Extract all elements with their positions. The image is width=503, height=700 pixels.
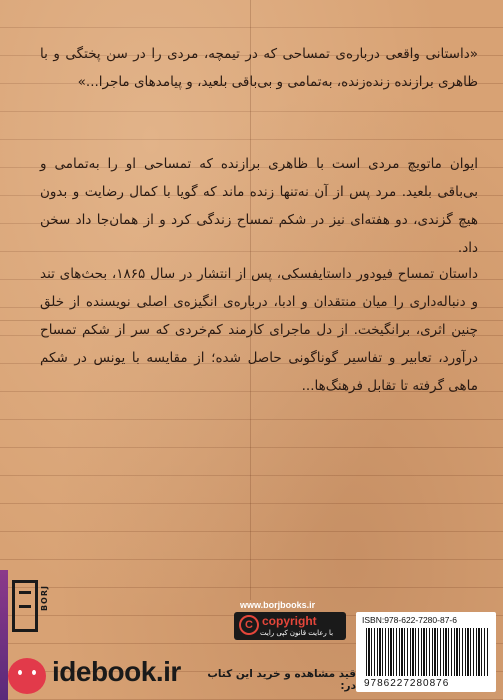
smiley-face-icon (8, 658, 46, 694)
barcode-number: 9786227280876 (364, 678, 450, 689)
barcode-icon (366, 628, 488, 676)
isbn-label: ISBN:978-622-7280-87-6 (362, 615, 457, 625)
copyright-word: copyright (262, 614, 317, 628)
watermark-banner (0, 650, 356, 700)
copyright-subtitle: با رعایت قانون کپی رایت (260, 629, 334, 637)
watermark-caption: قید مشاهده و خرید این کتاب در: (207, 668, 356, 692)
watermark-brand[interactable]: idebook.ir (52, 656, 181, 687)
description-paragraph: داستان تمساح فیودور داستایفسکی، پس از انتشار در سال ۱۸۶۵، بحث‌های تند و دنباله‌داری را میان منتقدان و ادبا، درباره‌ی انگیزه‌ی اصلی نویسنده از خلق چنین اثری، برانگیخت. از دل ماجرای کارمند کم‌خردی که سر از شکم تمساح درآورد، تعابیر و تفاسیر گوناگونی حاصل شده؛ از مقایسه با یونس در شکم ماهی گرفته تا تقابل فرهنگ‌ها... (40, 266, 479, 394)
summary-paragraph: ایوان ماتویچ مردی است با ظاهری برازنده که تمساحی او را به‌تمامی و بی‌باقی بلعید. مرد پس از آن نه‌تنها زنده ماند که گویا با کمال رضایت و بدون هیچ گزندی، دو هفته‌ای نیز در شکم تمساح زندگی کرد و از همان‌جا داد سخن داد. (40, 156, 478, 256)
publisher-logo-icon (12, 580, 38, 632)
publisher-logo-text: BORJ (40, 585, 49, 612)
quote-paragraph: «داستانی واقعی درباره‌ی تمساحی که در تیمچه، مردی را در سن پختگی و با ظاهری برازنده زنده‌زنده، به‌تمامی و بی‌باقی بلعید، و پیامدهای ماجرا...» (40, 46, 478, 90)
copyright-badge (234, 612, 346, 640)
copyright-icon: C (239, 615, 259, 635)
isbn-barcode-box (356, 612, 496, 692)
publisher-website[interactable]: www.borjbooks.ir (240, 600, 316, 610)
